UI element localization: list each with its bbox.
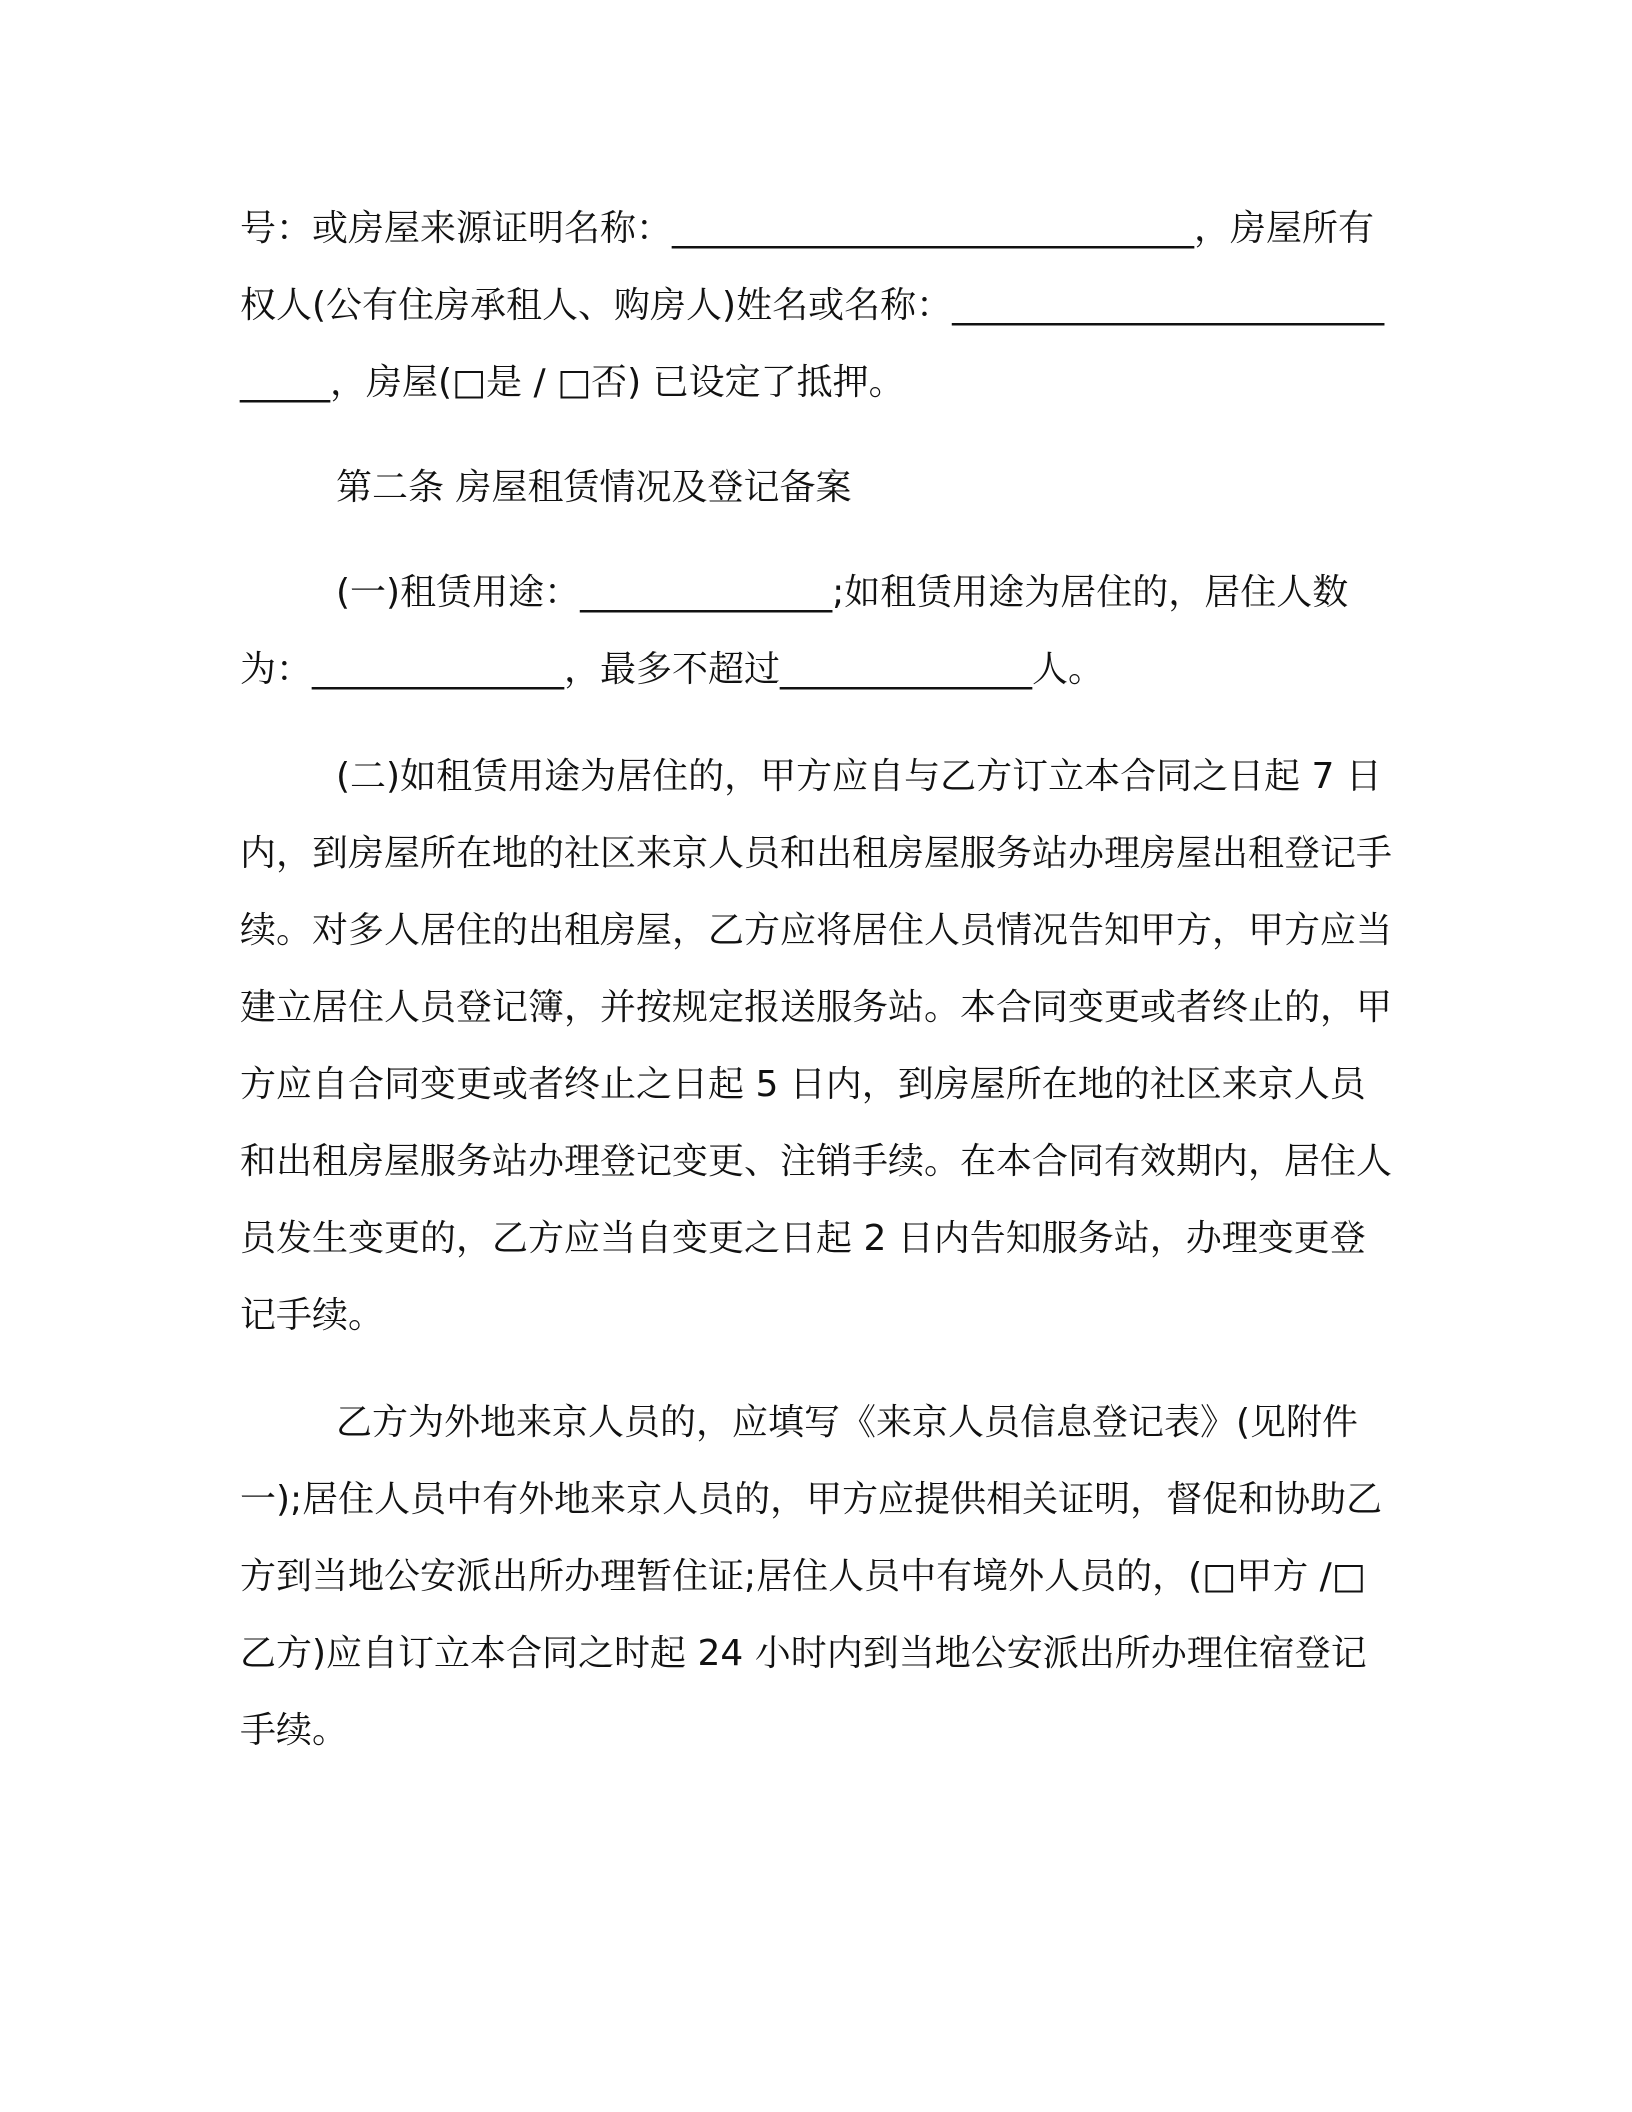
paragraph-lease-purpose: (一)租赁用途：______________;如租赁用途为居住的，居住人数为：______________，最多不超过______________人。 — [240, 572, 1349, 690]
paragraph-registration-procedure: (二)如租赁用途为居住的，甲方应自与乙方订立本合同之日起 7 日内，到房屋所在地的社区来京人员和出租房屋服务站办理房屋出租登记手续。对多人居住的出租房屋，乙方应将居住人员情况告知甲方，甲方应当建立居住人员登记簿，并按规定报送服务站。本合同变更或者终止的，甲方应自合同变更或者终止之日起 5 日内，到房屋所在地的社区来京人员和出租房屋服务站办理登记变更、注销手续。在本合同有效期内，居住人员发生变更的，乙方应当自变更之日起 2 日内告知服务站，办理变更登记手续。 — [240, 756, 1393, 1336]
paragraph-nonlocal-residents: 乙方为外地来京人员的，应填写《来京人员信息登记表》(见附件一);居住人员中有外地来京人员的，甲方应提供相关证明，督促和协助乙方到当地公安派出所办理暂住证;居住人员中有境外人员的，(□甲方 /□乙方)应自订立本合同之时起 24 小时内到当地公安派出所办理住宿登记手续。 — [240, 1402, 1383, 1751]
document-body — [240, 190, 1400, 1769]
paragraph-property-ownership: 号：或房屋来源证明名称：_____________________________，房屋所有权人(公有住房承租人、购房人)姓名或名称：_____________________________，房屋(□是 / □否) 已设定了抵押。 — [240, 208, 1385, 403]
section-heading-article-2: 第二条 房屋租赁情况及登记备案 — [336, 467, 852, 508]
